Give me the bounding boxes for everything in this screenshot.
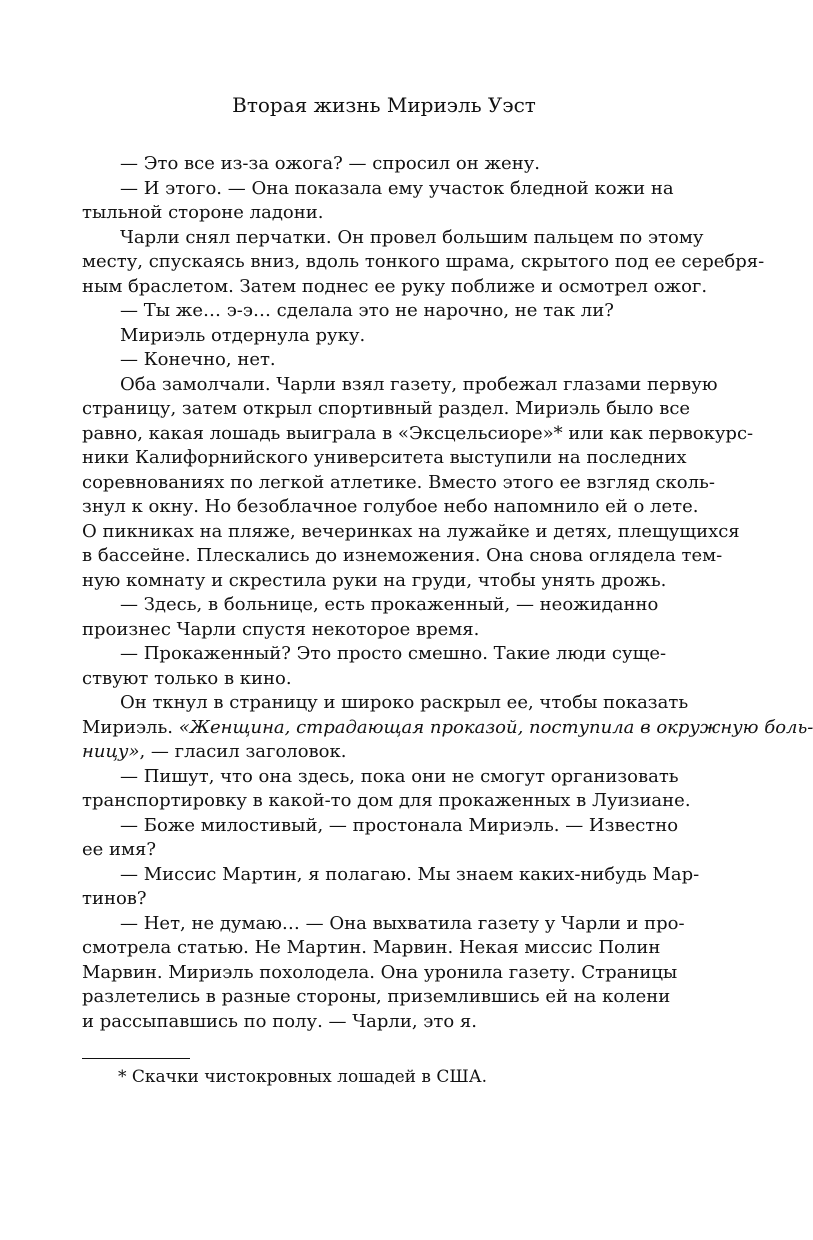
text-line [82, 740, 640, 765]
text-line: — Миссис Мартин, я полагаю. Мы знаем каких-нибудь Мар- [120, 863, 700, 885]
text-line: — Это все из-за ожога? — спросил он жену. [120, 153, 541, 174]
running-header: Вторая жизнь Мириэль Уэст [232, 93, 536, 117]
text-line: ным браслетом. Затем поднес ее руку поближе и осмотрел ожог. [82, 275, 708, 297]
paragraph [82, 593, 659, 642]
paragraph [82, 226, 765, 300]
paragraph [120, 299, 640, 324]
paragraph [82, 814, 679, 863]
paragraph [120, 691, 689, 716]
text-line: равно, какая лошадь выиграла в «Эксцельсиоре»* или как первокурс- [82, 422, 754, 444]
paragraph [82, 863, 700, 912]
text-line: тинов? [82, 888, 147, 909]
text-line: — Боже милостивый, — простонала Мириэль. — Известно [120, 814, 679, 836]
text-line: — Нет, не думаю… — Она выхватила газету у Чарли и про- [120, 912, 685, 934]
headline-lead: Мириэль. [82, 716, 179, 738]
paragraph [82, 912, 685, 1035]
text-line: ники Калифорнийского университета выступили на последних [82, 447, 687, 468]
text-line: ствуют только в кино. [82, 667, 292, 689]
text-line: произнес Чарли спустя некоторое время. [82, 618, 480, 640]
text-line: О пикниках на пляже, вечеринках на лужайке и детях, плещущихся [82, 520, 740, 542]
newspaper-headline: «Женщина, страдающая проказой, поступила в окружную боль- [178, 716, 813, 738]
text-line: в бассейне. Плескались до изнеможения. Она снова оглядела тем- [82, 545, 723, 566]
text-line: — Пишут, что она здесь, пока они не смогут организовать [120, 765, 679, 787]
text-line: Марвин. Мириэль похолодела. Она уронила газету. Страницы [82, 961, 678, 983]
paragraph [82, 765, 691, 814]
paragraph [120, 324, 640, 349]
paragraph [82, 373, 754, 594]
footnote: * Скачки чистокровных лошадей в США. [118, 1067, 488, 1087]
text-line: страницу, затем открыл спортивный раздел. Мириэль было все [82, 398, 691, 419]
text-line: транспортировку в какой-то дом для прокаженных в Луизиане. [82, 790, 691, 811]
text-line: Мириэль отдернула руку. [120, 324, 366, 346]
text-line: знул к окну. Но безоблачное голубое небо напомнило ей о лете. [82, 496, 699, 517]
text-line: Чарли снял перчатки. Он провел большим пальцем по этому [120, 226, 704, 248]
body-text [82, 152, 813, 1034]
text-line: и рассыпавшись по полу. — Чарли, это я. [82, 1010, 477, 1032]
paragraph [82, 642, 667, 691]
text-line: — Прокаженный? Это просто смешно. Такие люди суще- [120, 643, 667, 664]
text-line: Оба замолчали. Чарли взял газету, пробежал глазами первую [120, 373, 718, 395]
paragraph [82, 177, 674, 226]
footnote-divider [82, 1058, 190, 1059]
text-line: — И этого. — Она показала ему участок бледной кожи на [120, 177, 674, 199]
paragraph [120, 152, 640, 177]
text-line: месту, спускаясь вниз, вдоль тонкого шрама, скрытого под ее серебря- [82, 251, 765, 272]
headline-trail: , — гласил заголовок. [139, 741, 347, 762]
headline-paragraph [82, 716, 813, 765]
text-line: Он ткнул в страницу и широко раскрыл ее, чтобы показать [120, 692, 689, 713]
text-line: — Здесь, в больнице, есть прокаженный, — неожиданно [120, 594, 659, 615]
text-line: — Конечно, нет. [120, 349, 276, 370]
text-line: — Ты же… э-э… сделала это не нарочно, не так ли? [120, 300, 614, 321]
text-line: разлетелись в разные стороны, приземлившись ей на колени [82, 986, 671, 1007]
text-line: смотрела статью. Не Мартин. Марвин. Некая миссис Полин [82, 937, 661, 958]
text-line: ее имя? [82, 839, 157, 860]
text-line: ную комнату и скрестила руки на груди, чтобы унять дрожь. [82, 569, 667, 591]
text-line: соревнованиях по легкой атлетике. Вместо этого ее взгляд сколь- [82, 471, 715, 493]
text-line: тыльной стороне ладони. [82, 202, 324, 223]
newspaper-headline-end: ницу» [82, 741, 140, 762]
text-line [82, 716, 813, 741]
paragraph [120, 348, 640, 373]
